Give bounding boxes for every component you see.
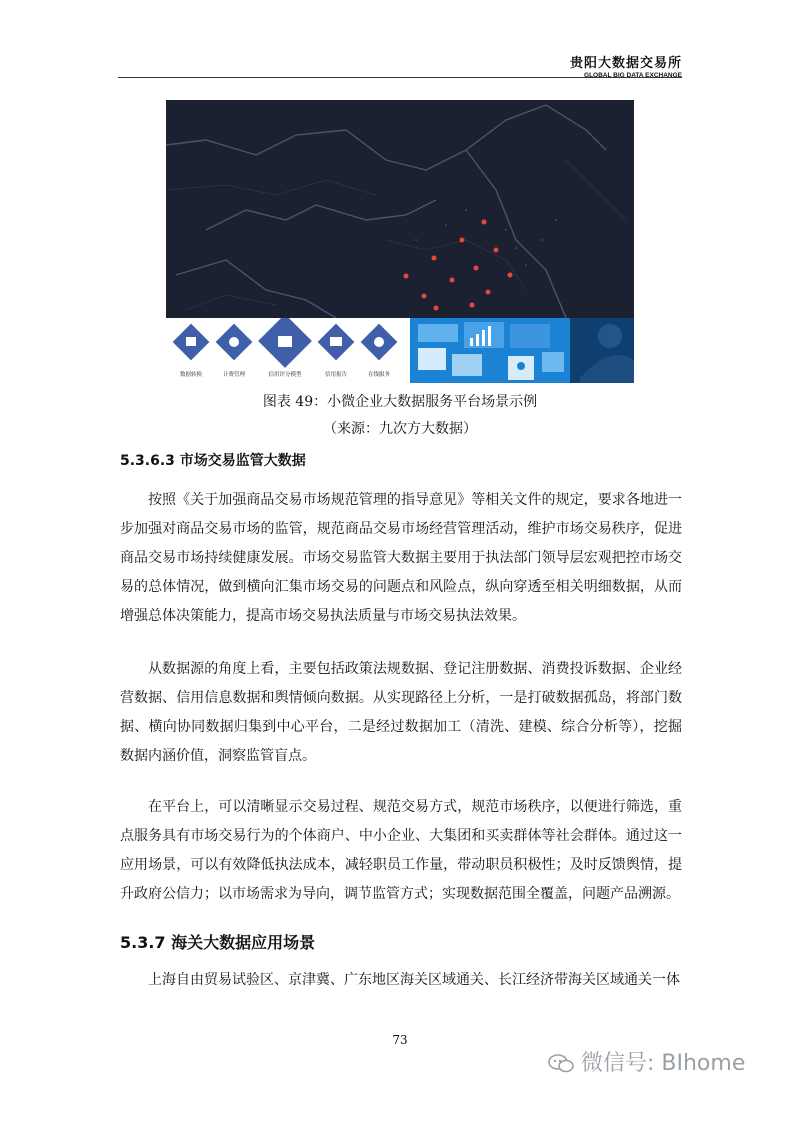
watermark-text: 微信号: BIhome [581,1051,746,1076]
wechat-icon [548,1053,574,1073]
dashboard-graphic-panel [410,318,634,383]
wechat-watermark [548,1046,745,1077]
feature-icons [166,318,410,383]
section-title-5-3-7: 5.3.7 海关大数据应用场景 [120,933,316,952]
figure-caption: 图表 49：小微企业大数据服务平台场景示例 [262,394,538,410]
paragraph-3: 在平台上，可以清晰显示交易过程、规范交易方式，规范市场秩序，以便进行筛选，重点服务具有市场交易行为的个体商户、中小企业、大集团和买卖群体等社会群体。通过这一应用场景，可以有效降低执法成本，减轻职员工作量，带动职员积极性；及时反馈舆情，提升政府公信力；以市场需求为导向，调节监管方式；实现数据范围全覆盖，问题产品溯源。 [120,799,682,902]
figure-map-image [166,100,634,383]
brand-name-en: GLOBAL BIG DATA EXCHANGE [584,72,682,79]
paragraph-4: 上海自由贸易试验区、京津冀、广东地区海关区域通关、长江经济带海关区域通关一体 [148,972,680,988]
section-title-5-3-6-3: 5.3.6.3 市场交易监管大数据 [120,453,306,469]
header-brand [570,52,682,79]
icon-label-billing: 计费管理 [222,372,246,378]
icon-label-credit-model: 信用评分模型 [268,372,302,378]
figure-source: （来源：九次方大数据） [323,421,477,437]
brand-name-cn: 贵阳大数据交易所 [569,56,682,71]
icon-label-data-conversion: 数据转换 [179,372,203,378]
page-number: 73 [392,1033,408,1047]
icon-label-credit-report: 信用报告 [324,372,348,378]
paragraph-2: 从数据源的角度上看，主要包括政策法规数据、登记注册数据、消费投诉数据、企业经营数据、信用信息数据和舆情倾向数据。从实现路径上分析，一是打破数据孤岛，将部门数据、横向协同数据归集到中心平台，二是经过数据加工（清洗、建模、综合分析等），挖掘数据内涵价值，洞察监管盲点。 [120,661,682,764]
header-rule [118,77,682,78]
icon-label-online-service: 在线服务 [367,372,391,378]
paragraph-1: 按照《关于加强商品交易市场规范管理的指导意见》等相关文件的规定，要求各地进一步加强对商品交易市场的监管，规范商品交易市场经营管理活动，维护市场交易秩序，促进商品交易市场持续健康发展。市场交易监管大数据主要用于执法部门领导层宏观把控市场交易的总体情况，做到横向汇集市场交易的问题点和风险点，纵向穿透至相关明细数据，从而增强总体决策能力，提高市场交易执法质量与市场交易执法效果。 [120,492,682,624]
dark-map-graphic [166,100,634,318]
